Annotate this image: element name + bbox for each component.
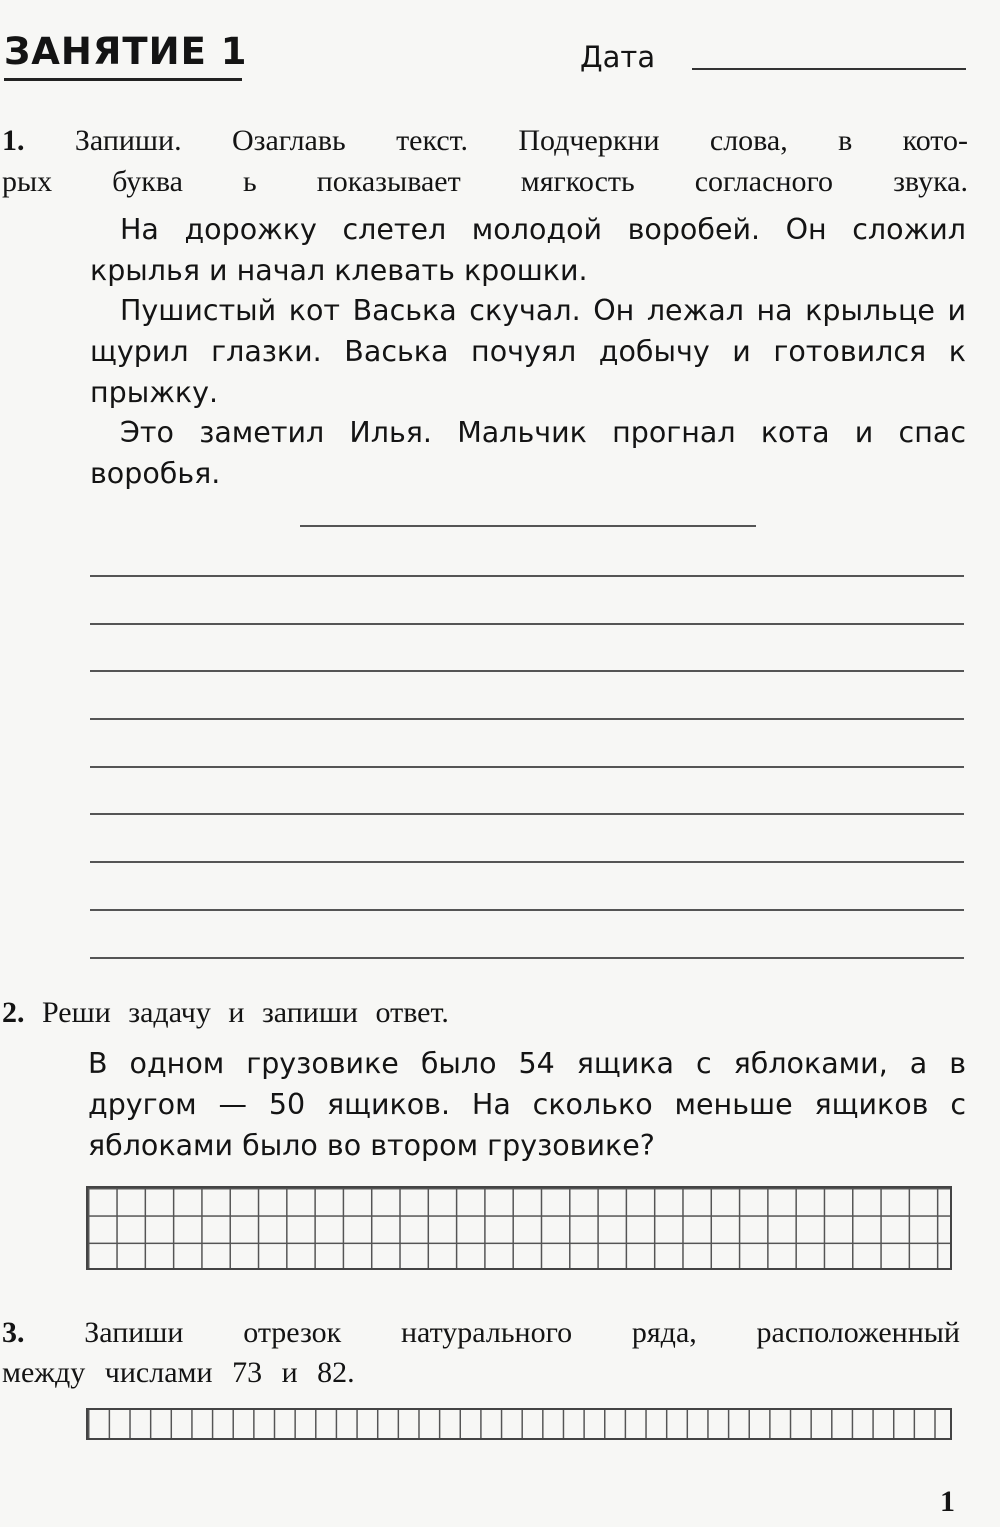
task1-paragraph-3: Это заметил Илья. Мальчик прогнал кота и спас воробья.	[90, 416, 966, 490]
task2-heading-text: Реши задачу и запиши ответ.	[42, 996, 449, 1029]
task1-instruction-line1	[2, 120, 968, 161]
answer-grid[interactable]	[86, 1186, 952, 1270]
page-number: 1	[940, 1485, 955, 1518]
task2-number: 2.	[2, 996, 25, 1029]
task2-problem-text: В одном грузовике было 54 ящика с яблоками, а в другом — 50 ящиков. На сколько меньше ящиков с яблоками было во втором грузовике?	[88, 1047, 966, 1162]
writing-line[interactable]	[90, 670, 964, 672]
date-input-line[interactable]	[692, 68, 966, 70]
task1-number: 1.	[2, 124, 25, 157]
task3-instruction-text: Запиши отрезок натурального ряда, расположенный	[84, 1316, 960, 1349]
task1-instruction-line2: рых буква ь показывает мягкость согласного звука.	[2, 165, 968, 198]
writing-line[interactable]	[90, 813, 964, 815]
task1-paragraph-1: На дорожку слетел молодой воробей. Он сложил крылья и начал клевать крошки.	[90, 213, 966, 287]
task1-paragraph-2: Пушистый кот Васька скучал. Он лежал на крыльце и щурил глазки. Васька почуял добычу и готовился к прыжку.	[90, 294, 966, 409]
writing-line[interactable]	[90, 623, 964, 625]
task3-number: 3.	[2, 1316, 25, 1349]
task1-instruction-text: Запиши. Озаглавь текст. Подчеркни слова, в кото-	[74, 124, 969, 157]
number-row-grid[interactable]	[86, 1408, 952, 1440]
title-answer-line[interactable]	[300, 525, 756, 527]
writing-line[interactable]	[90, 909, 964, 911]
writing-line[interactable]	[90, 861, 964, 863]
writing-line[interactable]	[90, 718, 964, 720]
title-underline	[4, 78, 242, 81]
writing-line[interactable]	[90, 957, 964, 959]
task3-instruction-line2: между числами 73 и 82.	[2, 1356, 355, 1389]
task2-heading	[2, 996, 449, 1030]
page-title: ЗАНЯТИЕ 1	[4, 30, 248, 73]
date-label: Дата	[580, 40, 656, 74]
writing-line[interactable]	[90, 575, 964, 577]
writing-line[interactable]	[90, 766, 964, 768]
task3-instruction-line1	[2, 1313, 960, 1353]
